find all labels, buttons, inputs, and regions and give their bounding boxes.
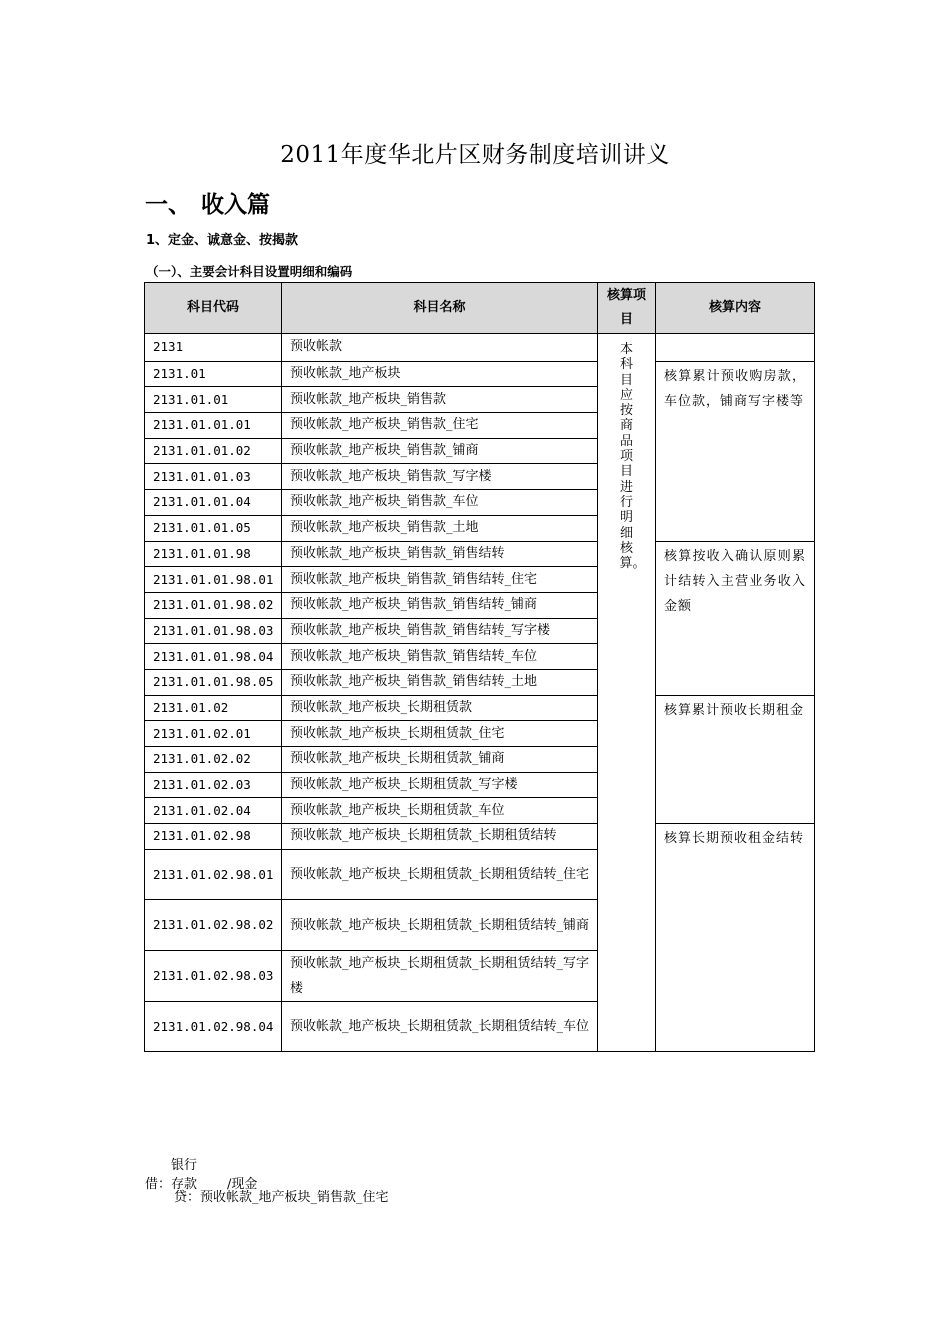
account-name: 预收帐款_地产板块_长期租赁款_铺商 [282, 747, 598, 773]
header-name: 科目名称 [282, 283, 598, 334]
debit-account: 银行存款 [171, 1158, 198, 1192]
content-cell: 核算累计预收购房款，车位款，铺商写字楼等 [656, 361, 815, 541]
project-cell [598, 334, 656, 1052]
account-name: 预收帐款_地产板块_长期租赁款_长期租赁结转_写字楼 [282, 950, 598, 1001]
content-cell [656, 334, 815, 362]
account-code: 2131.01.02.03 [145, 772, 282, 798]
account-name: 预收帐款_地产板块_销售款_住宅 [282, 413, 598, 439]
account-code: 2131.01.01.98 [145, 541, 282, 567]
account-name: 预收帐款_地产板块_销售款_销售结转_土地 [282, 669, 598, 695]
content-cell: 核算累计预收长期租金 [656, 695, 815, 823]
account-code: 2131.01.01.01 [145, 413, 282, 439]
account-name: 预收帐款_地产板块_长期租赁款_写字楼 [282, 772, 598, 798]
account-name: 预收帐款_地产板块_长期租赁款_住宅 [282, 721, 598, 747]
account-name: 预收帐款_地产板块_长期租赁款_长期租赁结转_住宅 [282, 849, 598, 900]
section-label: 收入篇 [201, 192, 270, 218]
account-name: 预收帐款_地产板块_销售款_销售结转_铺商 [282, 592, 598, 618]
account-code: 2131 [145, 334, 282, 362]
account-name: 预收帐款_地产板块_销售款_销售结转_写字楼 [282, 618, 598, 644]
account-name: 预收帐款_地产板块_销售款_销售结转_车位 [282, 644, 598, 670]
account-name: 预收帐款_地产板块_销售款 [282, 387, 598, 413]
content-cell: 核算长期预收租金结转 [656, 824, 815, 1052]
account-code: 2131.01.01.98.02 [145, 592, 282, 618]
account-code: 2131.01.01 [145, 387, 282, 413]
section-heading [145, 186, 270, 219]
document-title: 2011年度华北片区财务制度培训讲义 [280, 142, 670, 168]
account-name: 预收帐款_地产板块_销售款_土地 [282, 515, 598, 541]
account-name: 预收帐款_地产板块 [282, 361, 598, 387]
account-code: 2131.01.02.98 [145, 824, 282, 850]
account-code: 2131.01.01.02 [145, 438, 282, 464]
header-project: 核算项目 [598, 283, 656, 334]
account-name: 预收帐款_地产板块_长期租赁款_长期租赁结转_铺商 [282, 900, 598, 951]
account-code: 2131.01.02.04 [145, 798, 282, 824]
account-code: 2131.01.02.02 [145, 747, 282, 773]
account-name: 预收帐款_地产板块_长期租赁款_车位 [282, 798, 598, 824]
table-row [145, 334, 815, 362]
table-header-row [145, 283, 815, 334]
section-number: 一、 [145, 192, 191, 218]
account-code: 2131.01.02.98.04 [145, 1001, 282, 1052]
account-name: 预收帐款 [282, 334, 598, 362]
header-content: 核算内容 [656, 283, 815, 334]
account-name: 预收帐款_地产板块_长期租赁款_长期租赁结转 [282, 824, 598, 850]
account-code: 2131.01.02.01 [145, 721, 282, 747]
credit-entry: 贷：预收帐款_地产板块_销售款_住宅 [174, 1190, 389, 1205]
account-code: 2131.01.01.03 [145, 464, 282, 490]
table-row [145, 695, 815, 721]
account-name: 预收帐款_地产板块_销售款_写字楼 [282, 464, 598, 490]
account-code: 2131.01.01.04 [145, 490, 282, 516]
account-table [144, 282, 815, 1052]
account-code: 2131.01.01.98.05 [145, 669, 282, 695]
account-name: 预收帐款_地产板块_销售款_车位 [282, 490, 598, 516]
account-code: 2131.01.01.05 [145, 515, 282, 541]
subsection-heading: 1、定金、诚意金、按揭款 [146, 233, 299, 248]
table-row [145, 541, 815, 567]
account-code: 2131.01.02 [145, 695, 282, 721]
account-code: 2131.01.02.98.01 [145, 849, 282, 900]
content-cell: 核算按收入确认原则累计结转入主营业务收入金额 [656, 541, 815, 695]
subsubsection-heading: （一）、主要会计科目设置明细和编码 [146, 264, 353, 279]
account-code: 2131.01.02.98.02 [145, 900, 282, 951]
account-name: 预收帐款_地产板块_销售款_销售结转_住宅 [282, 567, 598, 593]
table-row [145, 824, 815, 850]
account-code: 2131.01 [145, 361, 282, 387]
account-name: 预收帐款_地产板块_长期租赁款_长期租赁结转_车位 [282, 1001, 598, 1052]
account-name: 预收帐款_地产板块_长期租赁款 [282, 695, 598, 721]
project-note: 本科目应按商品项目进行明细核算。 [619, 342, 646, 572]
account-name: 预收帐款_地产板块_销售款_销售结转 [282, 541, 598, 567]
account-code: 2131.01.02.98.03 [145, 950, 282, 1001]
account-name: 预收帐款_地产板块_销售款_铺商 [282, 438, 598, 464]
account-code: 2131.01.01.98.03 [145, 618, 282, 644]
debit-alt-account: /现金 [227, 1177, 258, 1192]
header-code: 科目代码 [145, 283, 282, 334]
debit-prefix: 借： [145, 1177, 172, 1192]
account-code: 2131.01.01.98.01 [145, 567, 282, 593]
table-row [145, 361, 815, 387]
account-code: 2131.01.01.98.04 [145, 644, 282, 670]
